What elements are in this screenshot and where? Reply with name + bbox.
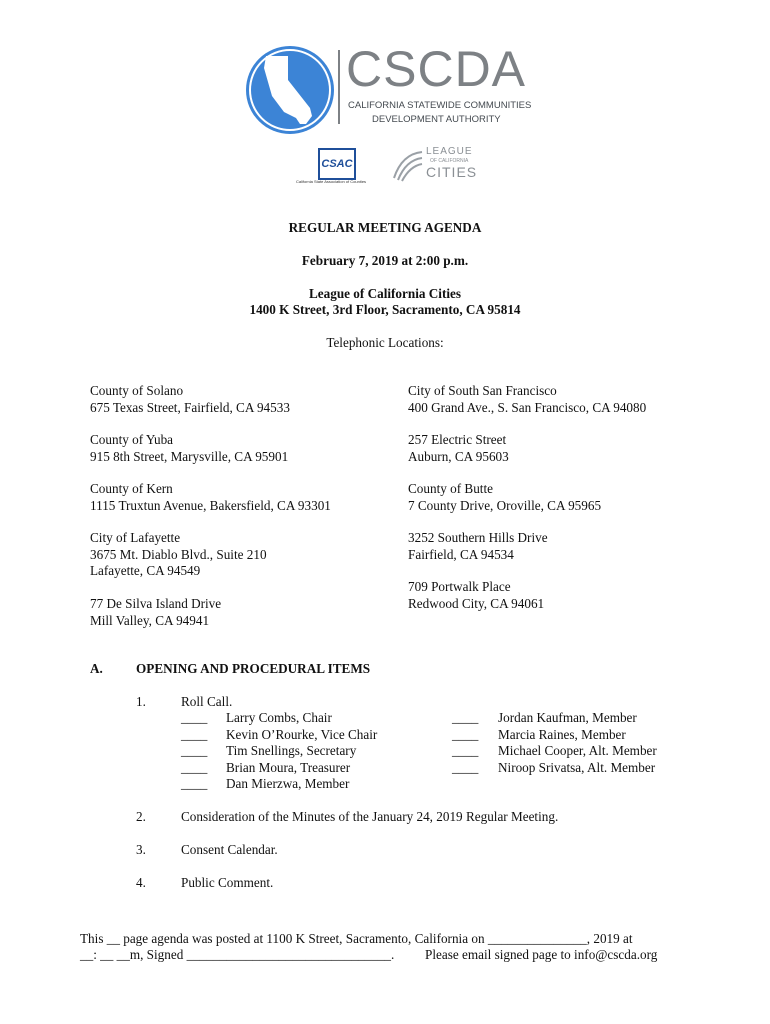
locations-left-column <box>90 383 390 629</box>
location-line: 709 Portwalk Place <box>408 579 511 594</box>
location-line: 915 8th Street, Marysville, CA 95901 <box>90 448 289 464</box>
roll-member <box>181 760 441 777</box>
roll-member <box>181 776 441 793</box>
item-number: 4. <box>136 875 146 890</box>
league-logo <box>390 146 480 186</box>
member-name: Kevin O’Rourke, Vice Chair <box>226 726 378 742</box>
member-name: Larry Combs, Chair <box>226 710 332 725</box>
location-line: 7 County Drive, Oroville, CA 95965 <box>408 497 602 513</box>
california-seal-icon <box>244 44 336 136</box>
location-block <box>408 432 708 481</box>
location-block <box>408 383 708 432</box>
location-block <box>90 596 390 629</box>
item-number: 3. <box>136 842 146 857</box>
attendance-blank: ____ <box>181 710 208 725</box>
cscda-subtitle-line2: DEVELOPMENT AUTHORITY <box>372 114 501 125</box>
location-block <box>90 530 390 596</box>
member-name: Dan Mierzwa, Member <box>226 776 350 791</box>
item-text: Roll Call. <box>181 694 233 709</box>
venue-address: 1400 K Street, 3rd Floor, Sacramento, CA 95814 <box>249 302 521 317</box>
location-line: Auburn, CA 95603 <box>408 448 509 464</box>
item-text: Consideration of the Minutes of the January 24, 2019 Regular Meeting. <box>181 809 559 824</box>
location-line: County of Solano <box>90 383 184 398</box>
attendance-blank: ____ <box>452 726 479 742</box>
email-instruction: Please email signed page to info@cscda.org <box>425 947 658 962</box>
location-line: 3252 Southern Hills Drive <box>408 530 548 545</box>
roll-member <box>452 743 712 760</box>
location-block <box>90 432 390 481</box>
location-line: 675 Texas Street, Fairfield, CA 94533 <box>90 399 290 415</box>
csac-caption: California State Association of Counties <box>296 179 367 184</box>
telephonic-heading: Telephonic Locations: <box>326 335 444 350</box>
location-line: Redwood City, CA 94061 <box>408 595 545 611</box>
location-block <box>408 530 708 579</box>
attendance-blank: ____ <box>181 743 208 758</box>
location-line: 400 Grand Ave., S. San Francisco, CA 94080 <box>408 399 647 415</box>
location-line: City of Lafayette <box>90 530 181 545</box>
location-line: 3675 Mt. Diablo Blvd., Suite 210 <box>90 546 267 562</box>
meeting-datetime: February 7, 2019 at 2:00 p.m. <box>301 253 469 268</box>
league-line3: CITIES <box>426 164 478 180</box>
cscda-subtitle-line1: CALIFORNIA STATEWIDE COMMUNITIES <box>348 100 532 111</box>
item-number: 1. <box>136 694 146 709</box>
item-text: Public Comment. <box>181 875 274 890</box>
location-block <box>408 579 708 612</box>
cscda-logo <box>244 41 534 136</box>
agenda-title: REGULAR MEETING AGENDA <box>288 220 482 235</box>
roll-member <box>452 710 712 727</box>
member-name: Niroop Srivatsa, Alt. Member <box>498 759 656 775</box>
logo-divider <box>338 50 340 124</box>
section-letter: A. <box>90 661 103 676</box>
attendance-blank: ____ <box>452 743 479 758</box>
location-line: County of Kern <box>90 481 173 496</box>
location-line: City of South San Francisco <box>408 383 557 398</box>
location-line: Mill Valley, CA 94941 <box>90 612 210 628</box>
member-name: Brian Moura, Treasurer <box>226 759 351 775</box>
location-block <box>408 481 708 530</box>
attendance-blank: ____ <box>181 759 208 775</box>
member-name: Tim Snellings, Secretary <box>226 743 357 758</box>
member-name: Jordan Kaufman, Member <box>498 710 637 725</box>
roll-member <box>181 710 441 727</box>
roll-call-left <box>181 710 441 793</box>
location-line: 1115 Truxtun Avenue, Bakersfield, CA 93301 <box>90 497 331 513</box>
signature-line: __: __ __m, Signed _______________________________. <box>80 947 395 962</box>
item-number: 2. <box>136 809 146 824</box>
league-line1: LEAGUE <box>426 146 473 157</box>
roll-member <box>452 760 712 777</box>
attendance-blank: ____ <box>452 710 479 725</box>
attendance-blank: ____ <box>181 726 208 742</box>
location-line: Lafayette, CA 94549 <box>90 563 201 578</box>
roll-member <box>181 743 441 760</box>
location-line: 257 Electric Street <box>408 432 507 447</box>
section-title: OPENING AND PROCEDURAL ITEMS <box>136 661 371 676</box>
attendance-blank: ____ <box>181 776 208 791</box>
posting-statement: This __ page agenda was posted at 1100 K Street, Sacramento, California on _______________, 2019 at <box>80 931 633 946</box>
location-line: County of Butte <box>408 481 493 496</box>
roll-member <box>452 727 712 744</box>
roll-member <box>181 727 441 744</box>
venue-name: League of California Cities <box>308 286 461 301</box>
item-text: Consent Calendar. <box>181 842 278 857</box>
location-line: Fairfield, CA 94534 <box>408 546 514 562</box>
league-swoosh-icon <box>390 148 424 182</box>
location-line: County of Yuba <box>90 432 174 447</box>
location-line: 77 De Silva Island Drive <box>90 596 222 611</box>
roll-call-right <box>452 710 712 776</box>
member-name: Marcia Raines, Member <box>498 726 626 742</box>
member-name: Michael Cooper, Alt. Member <box>498 743 657 758</box>
locations-right-column <box>408 383 708 612</box>
location-block <box>90 383 390 432</box>
attendance-blank: ____ <box>452 759 479 775</box>
location-block <box>90 481 390 530</box>
csac-mark: CSAC <box>318 148 356 180</box>
cscda-wordmark: CSCDA <box>346 41 527 97</box>
csac-logo <box>296 144 386 186</box>
league-line2: OF CALIFORNIA <box>430 158 469 164</box>
